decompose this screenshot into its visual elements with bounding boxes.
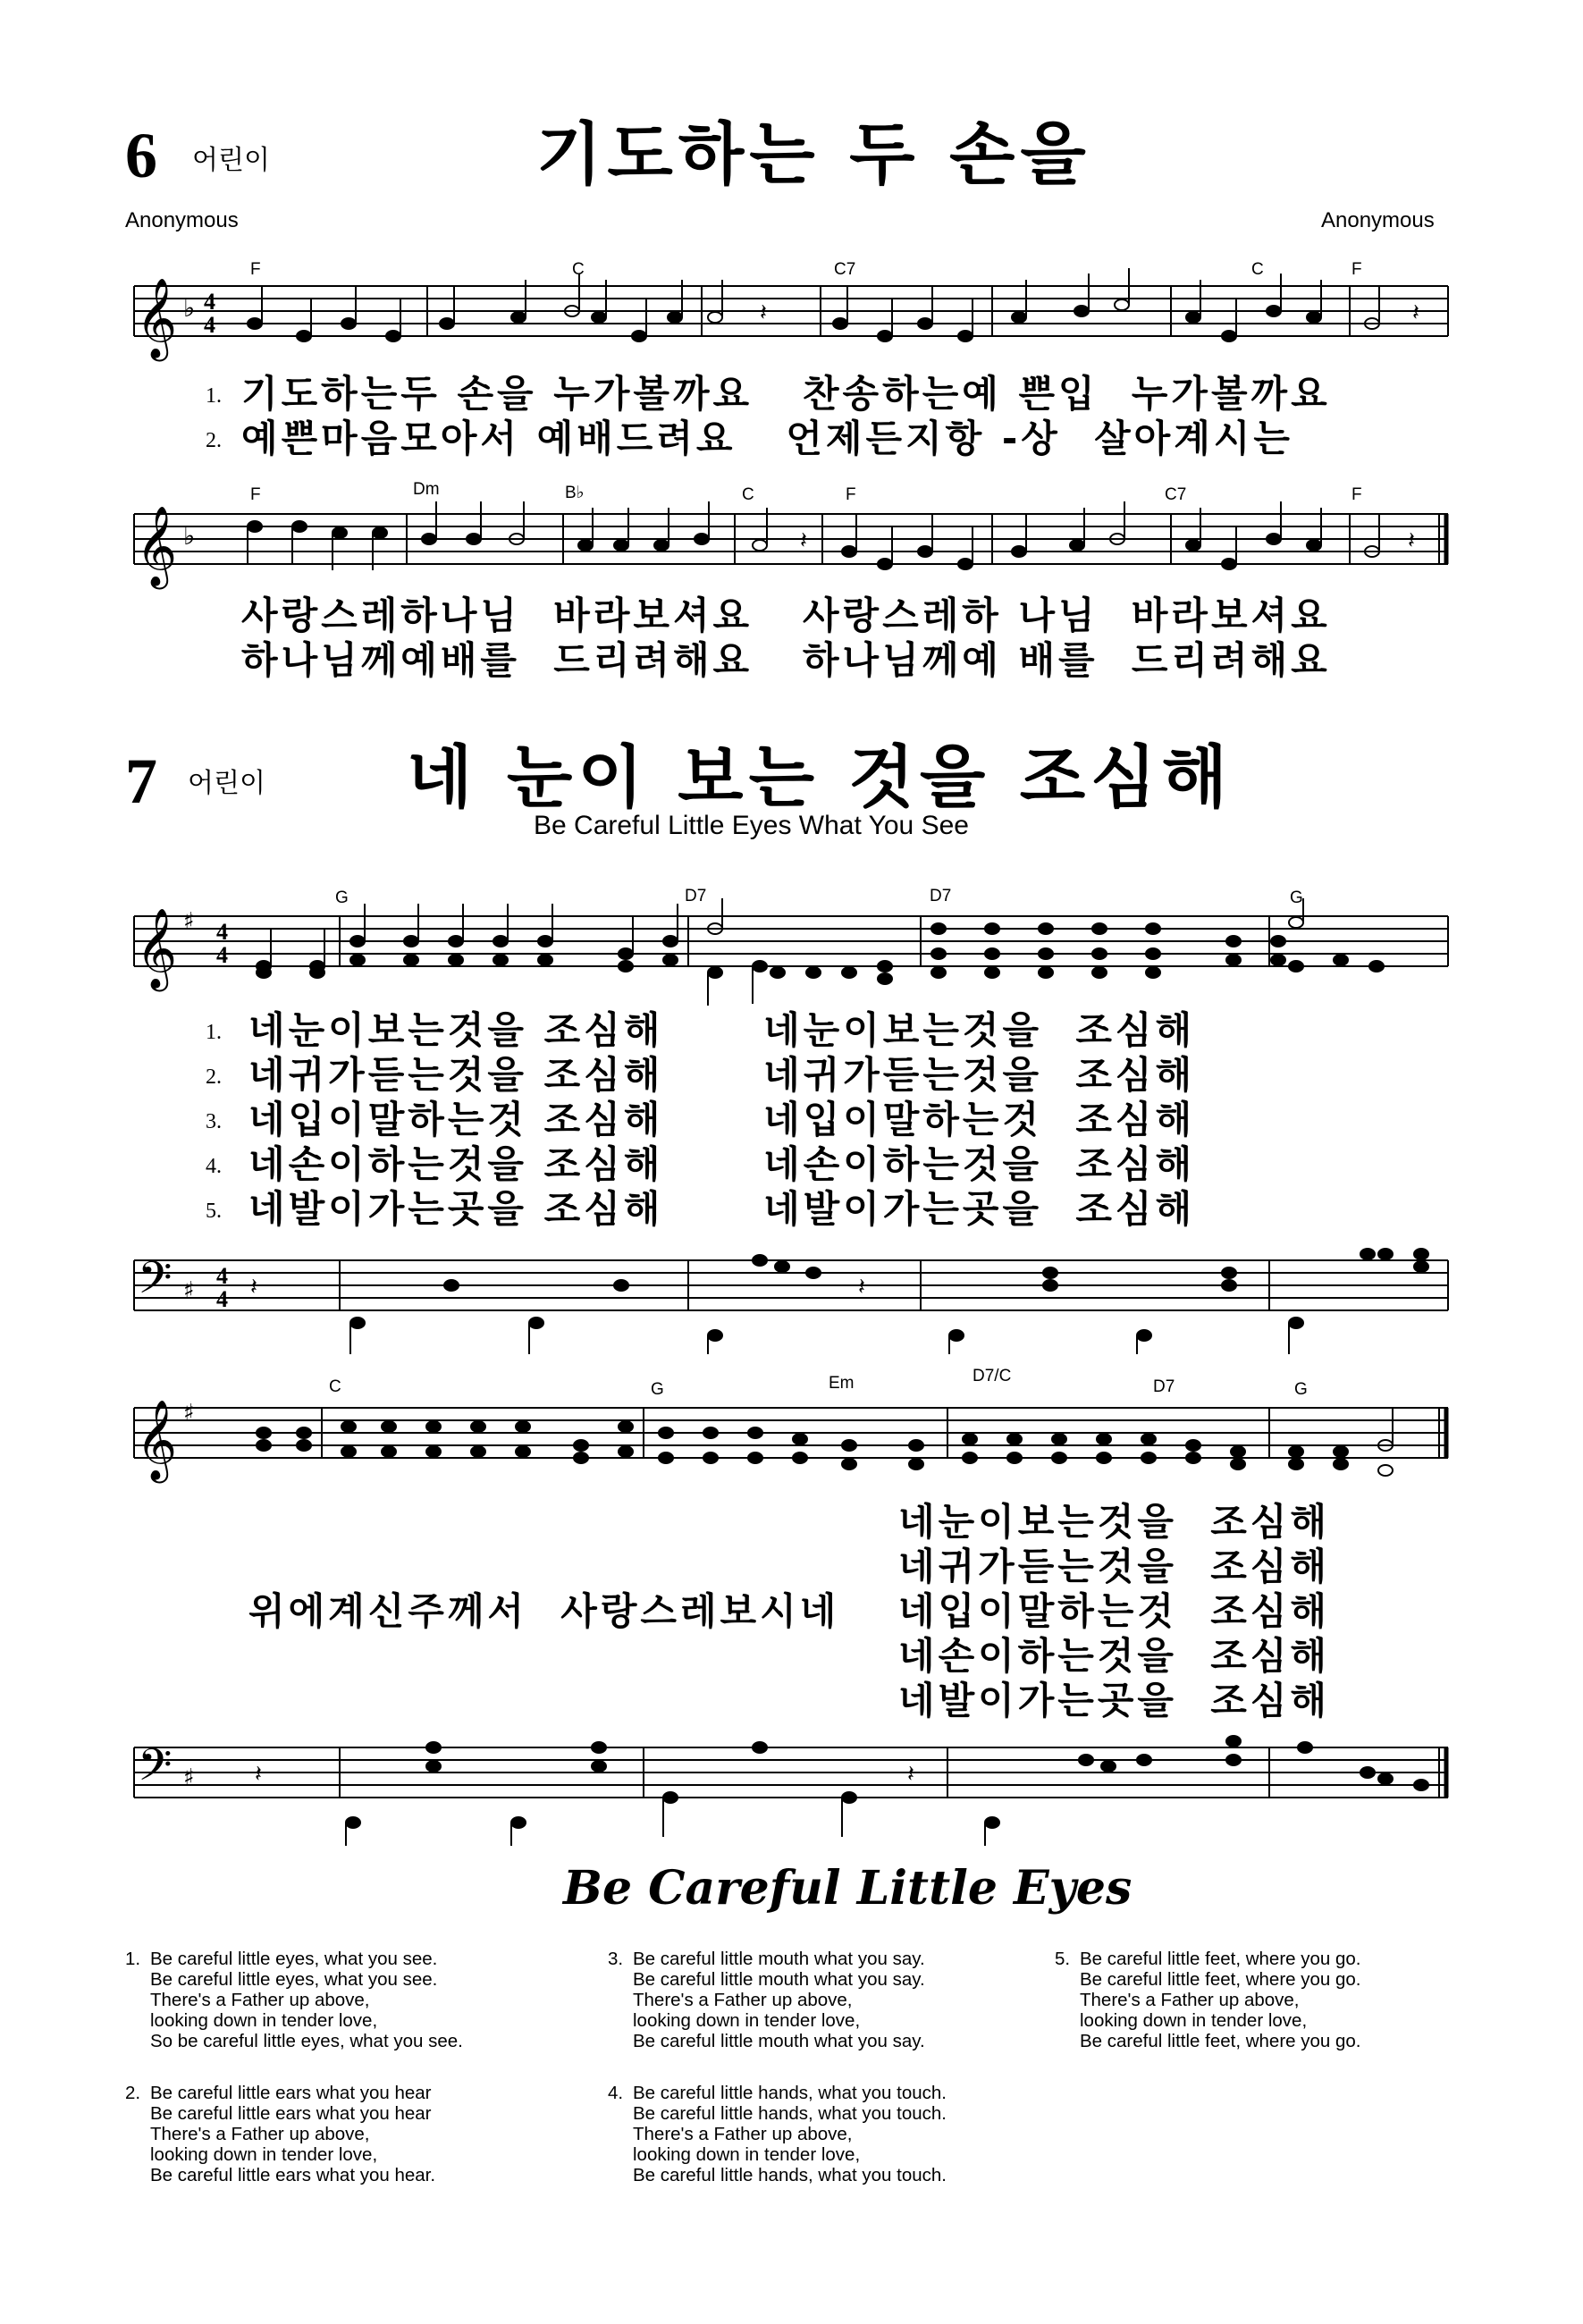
verse-number: 1. <box>206 1021 222 1044</box>
chord-symbol: D7 <box>685 887 707 905</box>
bass-clef-icon: 𝄢 <box>138 1252 173 1315</box>
verse-line: Be careful little hands, what you touch. <box>633 2083 947 2103</box>
verse-line: Be careful little mouth what you say. <box>633 1949 925 1969</box>
english-title: Be Careful Little Eyes <box>563 1861 1133 1916</box>
lyric-line: 사랑스레하나님 바라보셔요 사랑스레하 나님 바라보셔요 <box>241 594 1331 637</box>
verse-number: 1. <box>206 384 222 408</box>
song-7-treble-staff-1 <box>134 898 1448 997</box>
chord-symbol: C <box>1251 260 1264 279</box>
verse-line: looking down in tender love, <box>150 2144 378 2165</box>
treble-clef-icon: 𝄞 <box>136 506 178 586</box>
svg-text:𝄽: 𝄽 <box>760 299 767 326</box>
english-verse-2 <box>125 2083 435 2185</box>
verse-number: 3. <box>608 1949 624 1969</box>
verse-line: There's a Father up above, <box>150 1990 370 2010</box>
chord-symbol: C <box>742 485 754 504</box>
verse-line: Be careful little mouth what you say. <box>633 2031 925 2051</box>
chord-symbol: F <box>846 485 856 504</box>
chord-symbol: F <box>250 485 261 504</box>
lyric-line: 네손이하는것을 조심해 <box>898 1634 1330 1678</box>
flat-icon: ♭ <box>183 293 196 323</box>
verse-line: Be careful little eyes, what you see. <box>150 1969 438 1990</box>
verse-line: Be careful little hands, what you touch. <box>633 2165 947 2185</box>
lyric-line: 네입이말하는것 조심해 네입이말하는것 조심해 <box>248 1098 1196 1141</box>
verse-line: So be careful little eyes, what you see. <box>150 2031 463 2051</box>
song-6-treble-staff-1 <box>134 268 1448 375</box>
flat-icon: ♭ <box>183 521 196 551</box>
lyric-line: 하나님께예배를 드리려해요 하나님께예 배를 드리려해요 <box>241 638 1331 682</box>
verse-number: 4. <box>608 2083 624 2103</box>
chord-symbol: C <box>329 1377 341 1396</box>
english-verse-3 <box>608 1949 925 2051</box>
chord-symbol: D7 <box>930 887 952 905</box>
verse-number: 2. <box>206 429 222 452</box>
song-7-category: 어린이 <box>188 768 265 799</box>
chord-symbol: G <box>335 888 349 907</box>
verse-line: Be careful little hands, what you touch. <box>633 2103 947 2124</box>
svg-text:4: 4 <box>204 289 215 315</box>
treble-clef-icon: 𝄞 <box>136 1400 178 1480</box>
verse-line: looking down in tender love, <box>633 2144 861 2165</box>
svg-text:𝄽: 𝄽 <box>1408 527 1415 554</box>
bass-clef-icon: 𝄢 <box>138 1739 173 1802</box>
svg-text:4: 4 <box>216 919 228 945</box>
verse-line: Be careful little ears what you hear <box>150 2083 432 2103</box>
chord-symbol: C7 <box>1165 485 1187 504</box>
song-7-bass-staff-1 <box>134 1242 1448 1350</box>
svg-text:𝄽: 𝄽 <box>250 1274 257 1301</box>
svg-text:4: 4 <box>216 1286 228 1312</box>
verse-line: Be careful little feet, where you go. <box>1080 1949 1361 1969</box>
treble-clef-icon: 𝄞 <box>136 908 178 989</box>
song-6-title: 기도하는 두 손을 <box>536 114 1091 194</box>
english-verse-4 <box>608 2083 947 2185</box>
verse-number: 3. <box>206 1110 222 1133</box>
chord-symbol: G <box>1290 888 1303 907</box>
verse-number: 1. <box>125 1949 141 1969</box>
verse-line: looking down in tender love, <box>633 2010 861 2031</box>
svg-text:4: 4 <box>216 1263 228 1289</box>
song-6-number: 6 <box>125 120 157 191</box>
song-7-treble-staff-2 <box>134 1390 1448 1488</box>
svg-text:𝄽: 𝄽 <box>255 1761 262 1788</box>
song-6-composer: Anonymous <box>1321 208 1435 232</box>
verse-line: There's a Father up above, <box>1080 1990 1300 2010</box>
sharp-icon: ♯ <box>183 908 195 935</box>
english-verse-5 <box>1055 1949 1361 2051</box>
chord-symbol: G <box>651 1380 664 1399</box>
svg-text:4: 4 <box>204 312 215 338</box>
chord-symbol: C7 <box>834 260 856 279</box>
lyric-line: 네귀가듣는것을 조심해 <box>898 1545 1330 1588</box>
verse-line: There's a Father up above, <box>633 1990 853 2010</box>
verse-line: Be careful little mouth what you say. <box>633 1969 925 1990</box>
lyric-line: 네발이가는곳을 조심해 네발이가는곳을 조심해 <box>248 1187 1196 1231</box>
chord-symbol: F <box>1351 485 1362 504</box>
chord-symbol: C <box>572 260 585 279</box>
song-7-bass-staff-2 <box>134 1730 1448 1846</box>
verse-number: 4. <box>206 1155 222 1178</box>
svg-text:𝄽: 𝄽 <box>800 527 807 554</box>
verse-line: Be careful little feet, where you go. <box>1080 2031 1361 2051</box>
lyric-line: 네눈이보는것을 조심해 <box>898 1500 1330 1544</box>
lyric-line: 네입이말하는것 조심해 <box>898 1589 1330 1633</box>
lyric-line: 네귀가듣는것을 조심해 네귀가듣는것을 조심해 <box>248 1053 1196 1097</box>
verse-number: 5. <box>1055 1949 1071 1969</box>
sharp-icon: ♯ <box>183 1277 195 1304</box>
verse-line: There's a Father up above, <box>150 2124 370 2144</box>
lyric-line: 네손이하는것을 조심해 네손이하는것을 조심해 <box>248 1142 1196 1186</box>
verse-number: 2. <box>206 1065 222 1089</box>
verse-line: Be careful little ears what you hear <box>150 2103 432 2124</box>
song-7-number: 7 <box>125 745 157 817</box>
sharp-icon: ♯ <box>183 1764 195 1791</box>
chord-symbol: D7 <box>1153 1377 1175 1396</box>
english-verse-1 <box>125 1949 463 2051</box>
treble-clef-icon: 𝄞 <box>136 278 178 358</box>
lyric-line: 예쁜마음모아서 예배드려요 언제든지항 -상 살아계시는 <box>241 417 1293 460</box>
svg-text:4: 4 <box>216 942 228 968</box>
chord-symbol: D7/C <box>973 1367 1012 1385</box>
verse-line: Be careful little ears what you hear. <box>150 2165 436 2185</box>
verse-line: Be careful little eyes, what you see. <box>150 1949 438 1969</box>
lyric-line: 네발이가는곳을 조심해 <box>898 1679 1330 1722</box>
chord-symbol: B♭ <box>565 484 585 502</box>
chord-symbol: Dm <box>413 480 440 499</box>
chord-symbol: G <box>1294 1380 1308 1399</box>
song-6-treble-staff-2 <box>134 496 1448 585</box>
verse-line: looking down in tender love, <box>1080 2010 1308 2031</box>
song-6-category: 어린이 <box>192 145 270 176</box>
verse-number: 5. <box>206 1200 222 1223</box>
chord-symbol: F <box>250 260 261 279</box>
chord-symbol: F <box>1351 260 1362 279</box>
verse-line: looking down in tender love, <box>150 2010 378 2031</box>
verse-number: 2. <box>125 2083 141 2103</box>
svg-text:𝄽: 𝄽 <box>1412 299 1419 326</box>
svg-text:𝄽: 𝄽 <box>907 1761 914 1788</box>
song-7-subtitle: Be Careful Little Eyes What You See <box>534 811 969 840</box>
svg-text:𝄽: 𝄽 <box>858 1274 865 1301</box>
lyric-line: 네눈이보는것을 조심해 네눈이보는것을 조심해 <box>248 1008 1196 1052</box>
sharp-icon: ♯ <box>183 1400 195 1427</box>
verse-line: Be careful little feet, where you go. <box>1080 1969 1361 1990</box>
chord-symbol: Em <box>829 1374 855 1393</box>
song-6-lyricist: Anonymous <box>125 208 239 232</box>
lyric-line: 기도하는두 손을 누가볼까요 찬송하는예 쁜입 누가볼까요 <box>241 372 1331 416</box>
verse-line: There's a Father up above, <box>633 2124 853 2144</box>
song-7-title: 네 눈이 보는 것을 조심해 <box>407 737 1233 817</box>
lyric-line-common: 위에계신주께서 사랑스레보시네 <box>248 1589 840 1633</box>
